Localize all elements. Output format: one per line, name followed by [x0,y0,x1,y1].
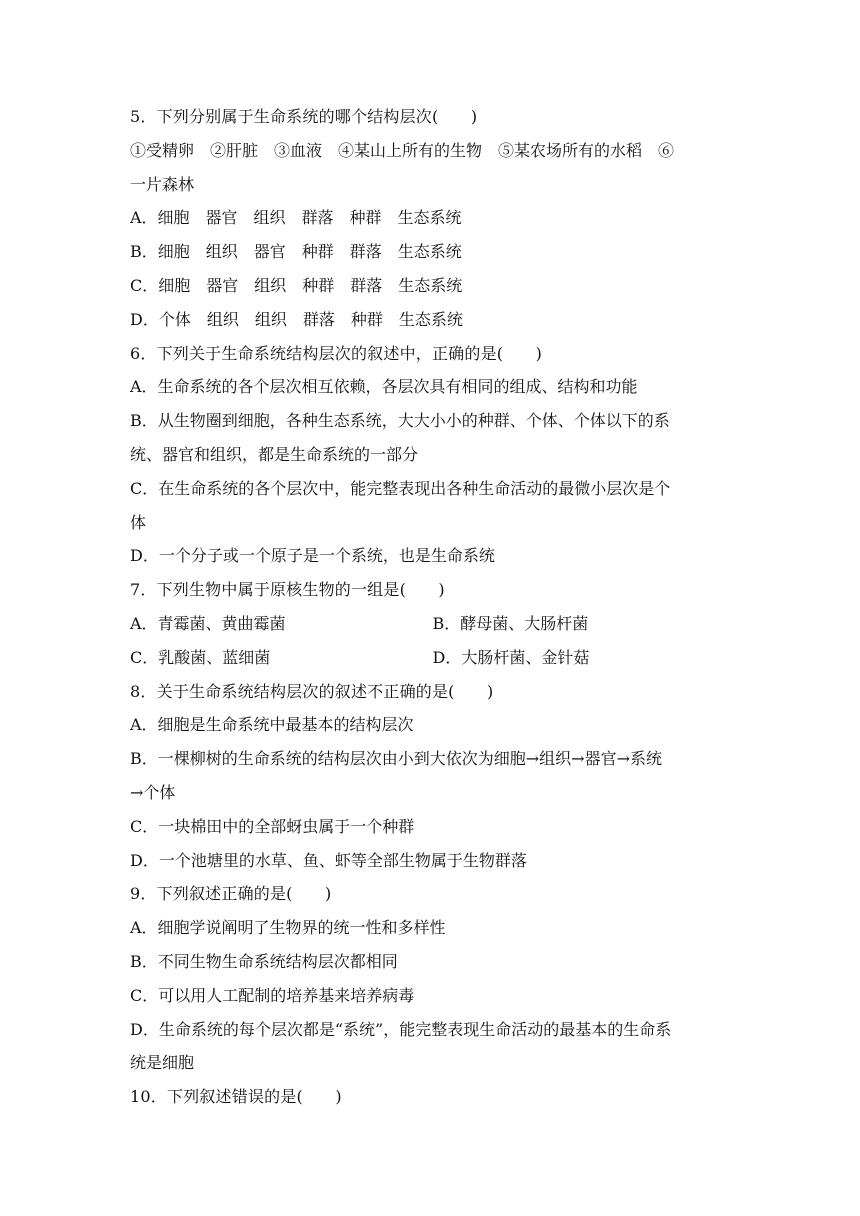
question-5-option-c: C．细胞 器官 组织 种群 群落 生态系统 [130,275,463,295]
question-7-option-c: C．乳酸菌、蓝细菌 [130,647,271,667]
question-5-option-b: B．细胞 组织 器官 种群 群落 生态系统 [130,242,462,262]
question-7-options-row-2 [130,641,735,675]
question-8-option-b-line-1: B．一棵柳树的生命系统的结构层次由小到大依次为细胞→组织→器官→系统 [130,749,662,769]
question-8-option-c: C．一块棉田中的全部蚜虫属于一个种群 [130,816,415,836]
question-9-option-a: A．细胞学说阐明了生物界的统一性和多样性 [130,918,446,938]
question-6-option-c-line-1: C．在生命系统的各个层次中，能完整表现出各种生命活动的最微小层次是个 [130,478,671,498]
question-8-option-a: A．细胞是生命系统中最基本的结构层次 [130,715,414,735]
question-7-option-a: A．青霉菌、黄曲霉菌 [130,613,286,633]
question-8-stem: 8．关于生命系统结构层次的叙述不正确的是( ) [130,681,494,701]
question-9-option-b: B．不同生物生命系统结构层次都相同 [130,951,398,971]
question-5-option-a: A．细胞 器官 组织 群落 种群 生态系统 [130,208,462,228]
question-7-option-b: B．酵母菌、大肠杆菌 [432,613,589,633]
question-8-option-b-line-2: →个体 [130,782,176,802]
question-8-option-d: D．一个池塘里的水草、鱼、虾等全部生物属于生物群落 [130,850,527,870]
question-7-stem: 7．下列生物中属于原核生物的一组是( ) [130,580,445,600]
question-7-options-row-1 [130,607,735,641]
question-5-items-line-2: 一片森林 [130,174,195,194]
question-6-option-a: A．生命系统的各个层次相互依赖，各层次具有相同的组成、结构和功能 [130,377,638,397]
question-list [130,100,735,1114]
question-9-stem: 9．下列叙述正确的是( ) [130,884,332,904]
question-6-option-c-line-2: 体 [130,512,147,532]
question-9-option-d-line-1: D．生命系统的每个层次都是“系统”，能完整表现生命活动的最基本的生命系 [130,1019,672,1039]
question-7-option-d: D．大肠杆菌、金针菇 [432,647,590,667]
question-9-option-d-line-2: 统是细胞 [130,1053,195,1073]
question-5-stem: 5．下列分别属于生命系统的哪个结构层次( ) [130,107,478,126]
question-6-stem: 6．下列关于生命系统结构层次的叙述中，正确的是( ) [130,343,543,363]
question-10-stem: 10．下列叙述错误的是( ) [130,1087,342,1107]
question-5-option-d: D．个体 组织 组织 群落 种群 生态系统 [130,309,463,329]
question-6-option-b-line-1: B．从生物圈到细胞，各种生态系统，大大小小的种群、个体、个体以下的系 [130,411,670,431]
question-6-option-d: D．一个分子或一个原子是一个系统，也是生命系统 [130,546,495,566]
question-6-option-b-line-2: 统、器官和组织，都是生命系统的一部分 [130,444,419,464]
question-9-option-c: C．可以用人工配制的培养基来培养病毒 [130,985,415,1005]
question-5-items-line-1: ①受精卵 ②肝脏 ③血液 ④某山上所有的生物 ⑤某农场所有的水稻 ⑥ [130,140,675,160]
